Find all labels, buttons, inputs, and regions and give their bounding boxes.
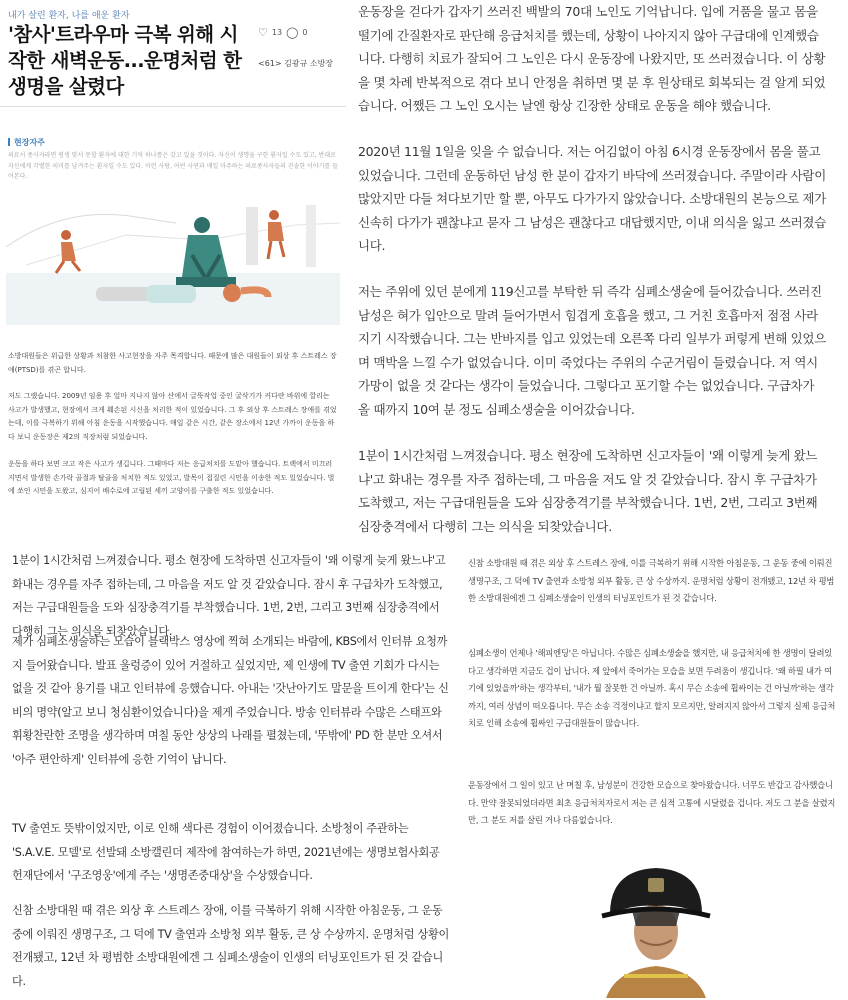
story-paragraph: TV 출연도 뜻밖이었지만, 이로 인해 색다른 경험이 이어졌습니다. 소방청이 주관하는 'S.A.V.E. 모델'로 선발돼 소방캘린더 제작에 참여하는가 하면, 2021년에는 생명보험사회공헌재단에서 '구조영웅'에게 주는 '생명존중대상'을 수상했습니다. xyxy=(12,822,440,882)
story-paragraph: 신참 소방대원 때 겪은 외상 후 스트레스 장애, 이를 극복하기 위해 시작한 아침운동, 그 운동 중에 이뤄진 생명구조, 그 덕에 TV 출연과 소방청 외부 활동, 큰 상 수상까지. 운명처럼 상황이 전개됐고, 12년 차 평범한 소방대원에겐 그 심폐소생술이 인생의 터닝포인트가 된 것 같습니다. xyxy=(12,904,449,988)
section-tag: 현장자주 xyxy=(8,137,45,148)
category-label: 내가 살린 환자, 나를 애운 환자 xyxy=(8,11,130,21)
cpr-illustration xyxy=(6,195,340,325)
comment-icon[interactable]: ◯ xyxy=(286,26,299,39)
story-paragraph: 신참 소방대원 때 겪은 외상 후 스트레스 장애, 이를 극복하기 위해 시작한 아침운동, 그 운동 중에 이뤄진 생명구조, 그 덕에 TV 출연과 소방청 외부 활동, 큰 상 수상까지. 운명처럼 상황이 전개됐고, 12년 차 평범한 소방대원에겐 그 심폐소생술이 인생의 터닝포인트가 된 것 같습니다. xyxy=(468,558,835,603)
firefighter-portrait xyxy=(596,858,716,998)
intro-text: 의료서 종사자라면 평생 맞서 못할 환자에 대한 기억 하나쯤은 갖고 있을 것이다. 자신이 생명을 구한 환자일 수도 있고, 반대로 자신에게 각별한 의미를 남겨주는 환자일 수도 있다. 이런 사람, 어떤 사연과 매일 마주하는 의료종사자들의 진솔한 이야기를 들어본다. xyxy=(8,152,338,180)
story-paragraph: 1분이 1시간처럼 느껴졌습니다. 평소 현장에 도착하면 신고자들이 '왜 이렇게 늦게 왔느냐'고 화내는 경우를 자주 접하는데, 그 마음을 저도 알 것 같았습니다. 잠시 후 구급차가 도착했고, 저는 구급대원들을 도와 심장충격기를 부착했습니다. 1번, 2번, 그리고 3번째 심장충격에서 다행히 그는 의식을 되찾았습니다. xyxy=(12,554,446,638)
divider xyxy=(0,106,346,107)
story-paragraph: 2020년 11월 1일을 잊을 수 없습니다. 저는 어김없이 아침 6시경 운동장에서 몸을 풀고 있었습니다. 그런데 운동하던 남성 한 분이 갑자기 바닥에 쓰러졌습니다. 주말이라 사람이 많았지만 다들 쳐다보기만 할 뿐, 아무도 다가가지 않았습니다. 소방대원의 본능으로 제가 신속히 다가가 괜찮냐고 묻자 그 남성은 괜찮다고 대답했지만, 이내 의식을 잃고 쓰러졌습니다. xyxy=(358,144,826,253)
article-headline: '참사'트라우마 극복 위해 시작한 새벽운동...운명처럼 한 생명을 살렸다 xyxy=(8,23,242,98)
article-meta xyxy=(258,26,307,39)
like-count: 13 xyxy=(271,28,283,37)
story-panel-bottom-right xyxy=(460,545,848,1000)
story-paragraph: 심폐소생이 언제나 '해피엔딩'은 아닙니다. 수많은 심폐소생술을 했지만, 내 응급처치에 한 생명이 달려있다고 생각하면 지금도 겁이 납니다. 제 앞에서 죽어가는 모습을 보면 두려움이 생깁니다. '왜 하필 내가 여기에 있었을까'하는 생각부터, '내가 뭘 잘못한 건 아닐까. 혹시 무슨 소송에 휩싸이는 건 아닐까'하는 생각까지, 여러 상념이 떠오릅니다. 무슨 소송 걱정이냐고 할지 모르지만, 알려지지 않아서 그렇지 실제 응급처치로 인해 소송에 휩싸인 구급대원들이 많습니다. xyxy=(468,648,836,728)
story-panel-top-right xyxy=(350,0,848,540)
byline: <61> 김광규 소방장 xyxy=(258,59,334,68)
story-paragraph: 제가 심폐소생술하는 모습이 블랙박스 영상에 찍혀 소개되는 바람에, KBS에서 인터뷰 요청까지 들어왔습니다. 발표 울렁증이 있어 거절하고 싶었지만, 제 인생에 TV 출연 기회가 다시는 없을 것 같아 용기를 내고 인터뷰에 응했습니다. 아내는 '갓난아기도 말문을 트이게 한다'는 신비의 명약(알고 보니 청심환이었습니다)을 제게 주었습니다. 방송 인터뷰라 수많은 스태프와 휘황찬란한 조명을 생각하며 며칠 동안 상상의 나래를 펼쳤는데, '뚜밖에' PD 한 분만 오셔서 '아주 편안하게' 인터뷰에 응한 기억이 납니다. xyxy=(12,635,449,766)
body-paragraph: 소방대원들은 위급한 상황과 처참한 사고현장을 자주 목격합니다. 때문에 많은 대원들이 외상 후 스트레스 장애(PTSD)를 겪곤 합니다. xyxy=(8,352,337,374)
story-paragraph: 운동장에서 그 일이 있고 난 며칠 후, 남성분이 건강한 모습으로 찾아왔습니다. 너무도 반갑고 감사했습니다. 만약 잘못되었더라면 최초 응급처치자로서 저는 큰 심적 고통에 시달렸을 겁니다. 저도 그 분을 살렸지만, 그 분도 저를 살린 거나 다름없습니다. xyxy=(468,780,836,825)
body-paragraph: 저도 그랬습니다. 2009년 임용 후 얼마 지나지 않아 산에서 글뚝작업 중인 굴삭기가 커다란 바위에 깔리는 사고가 발생했고, 현장에서 크게 훼손된 시신을 처리한 적이 있었습니다. 그 후 외상 후 스트레스 장애를 겪었는데, 이를 극복하기 위해 아침 운동을 시작했습니다. 매일 같은 시간, 같은 장소에서 12년 가까이 운동을 하다 보니 운동장은 제2의 직장처럼 되었습니다. xyxy=(8,392,337,441)
heart-icon[interactable]: ♡ xyxy=(258,26,268,39)
body-paragraph: 운동을 하다 보면 크고 작은 사고가 생깁니다. 그때마다 저는 응급처치를 도맡아 했습니다. 트랙에서 미끄러지면서 발생한 손가락 골절과 탈골을 처치한 적도 있었고, 발목이 접질린 시민을 이송한 적도 있었습니다. 벌에 쏘인 시민을 도왔고, 심지어 배수로에 고립된 세끼 고양이를 구출한 적도 있었습니다. xyxy=(8,460,335,495)
story-paragraph: 1분이 1시간처럼 느껴졌습니다. 평소 현장에 도착하면 신고자들이 '왜 이렇게 늦게 왔느냐'고 화내는 경우를 자주 접하는데, 그 마음을 저도 알 것 같았습니다. 잠시 후 구급차가 도착했고, 저는 구급대원들을 도와 심장충격기를 부착했습니다. 1번, 2번, 그리고 3번째 심장충격에서 다행히 그는 의식을 되찾았습니다. xyxy=(358,448,818,534)
story-paragraph: 저는 주위에 있던 분에게 119신고를 부탁한 뒤 즉각 심폐소생술에 들어갔습니다. 쓰러진 남성은 혀가 입안으로 말려 들어가면서 힘겹게 호흡을 했고, 그 거친 호흡마저 점점 사라지기 시작했습니다. 그는 반바지를 입고 있었는데 오른쪽 다리 일부가 퍼렇게 변해 있었으며 맥박을 느낄 수가 없었습니다. 이미 죽었다는 주위의 수군거림이 들렸습니다. 저 역시 가망이 없을 것 같다는 생각이 들었습니다. 그렇다고 포기할 수는 없었습니다. 구급차가 올 때까지 10여 분 정도 심폐소생술을 이어갔습니다. xyxy=(358,284,826,417)
story-paragraph: 운동장을 걷다가 갑자기 쓰러진 백발의 70대 노인도 기억납니다. 입에 거품을 물고 몸을 떨기에 간질환자로 판단해 응급처치를 했는데, 상황이 나아지지 않아 구급대에 인계했습니다. 다행히 치료가 잘되어 그 노인은 다시 운동장에 나왔지만, 또 쓰러졌습니다. 이 상황을 몇 차례 반복적으로 겪다 보니 안정을 취하면 몇 분 후 원상태로 회복되는 걸 알게 되었습니다. 어쨌든 그 노인 오시는 날엔 항상 긴장한 상태로 운동을 해야 했습니다. xyxy=(358,4,826,113)
article-header-panel xyxy=(0,0,346,537)
story-panel-bottom-left xyxy=(0,545,455,1000)
comment-count: 0 xyxy=(302,28,308,37)
